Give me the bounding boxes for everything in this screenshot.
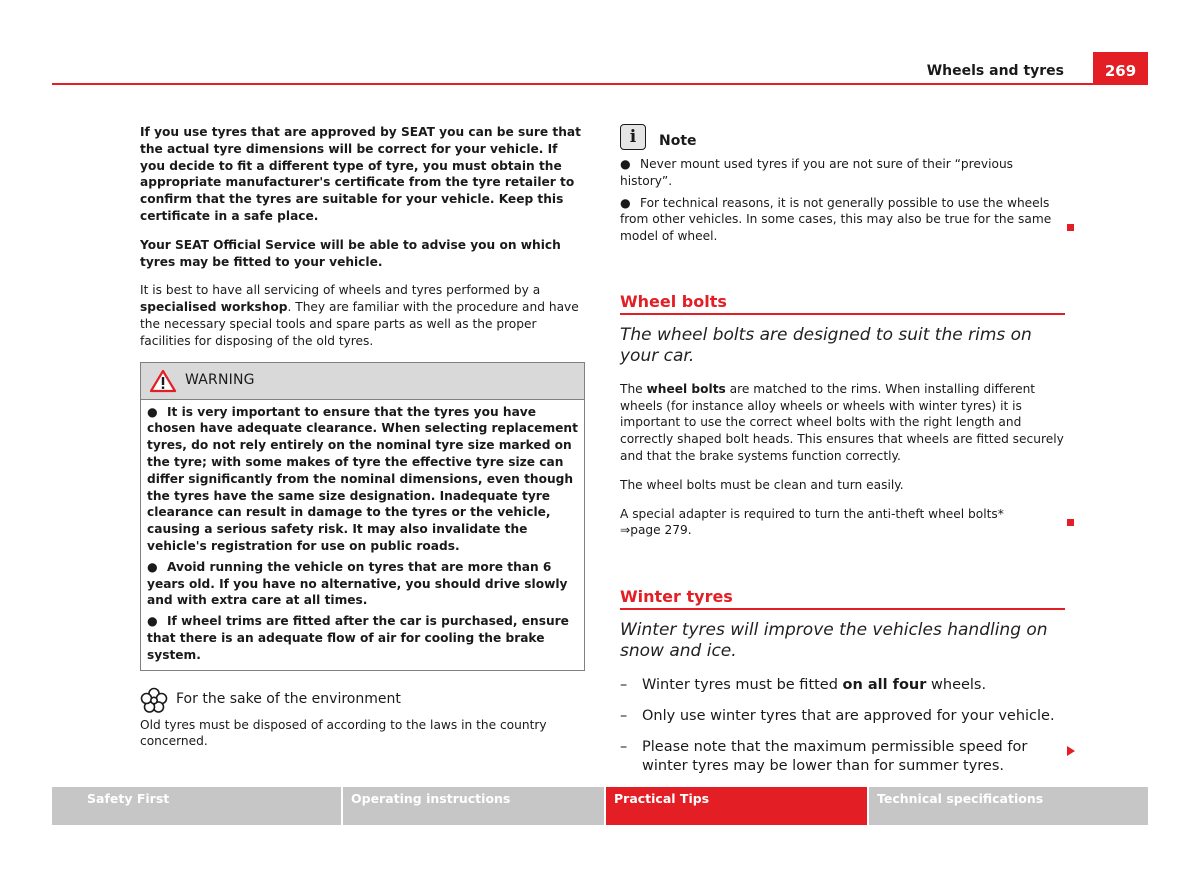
wheel-bolts-clean-paragraph: The wheel bolts must be clean and turn easily. [620, 477, 904, 492]
list-item: – Winter tyres must be fitted on all four wheels. [620, 676, 987, 693]
anti-theft-paragraph: A special adapter is required to turn the anti-theft wheel bolts* ⇒page 279. [620, 506, 1065, 540]
wheel-bolts-subtitle: The wheel bolts are designed to suit the rims on your car. [620, 324, 1032, 366]
left-column [140, 124, 585, 762]
warning-body [141, 400, 584, 670]
specialised-workshop-paragraph: It is best to have all servicing of wheels and tyres performed by a specialised workshop. They are familiar with the procedure and have the necessary special tools and spare parts as well as the proper facilities for disposing of the old tyres. [140, 283, 579, 348]
info-icon: i [620, 124, 646, 150]
note-item: ● For technical reasons, it is not generally possible to use the wheels from other vehicles. In some cases, this may also be true for the same model of wheel. [620, 195, 1065, 245]
list-item: – Please note that the maximum permissible speed for winter tyres may be lower than for summer tyres. [620, 738, 1065, 776]
wheel-bolts-paragraph: The wheel bolts are matched to the rims. When installing different wheels (for instance alloy wheels or wheels with winter tyres) it is important to use the correct wheel bolts with the right length and correctly shaped bolt heads. This ensures that wheels are fitted securely and that the brake systems function correctly. [620, 381, 1064, 463]
warning-header [141, 363, 584, 400]
footer-tab-practical-tips[interactable]: Practical Tips [606, 787, 867, 825]
warning-item: ● It is very important to ensure that the tyres you have chosen have adequate clearance. When selecting replacement tyres, do not rely entirely on the nominal tyre size marked on the tyre; with some makes of tyre the effective tyre size can differ significantly from the nominal dimensions, even though the tyres have the same size designation. Inadequate tyre clearance can result in damage to the tyres or the vehicle, causing a serious safety risk. It may also invalidate the vehicle's registration for use on public roads. [147, 404, 578, 553]
note-title: Note [659, 133, 697, 150]
wheel-bolts-heading: Wheel bolts [620, 294, 1065, 315]
continue-arrow-icon [1067, 746, 1075, 756]
note-item: ● Never mount used tyres if you are not sure of their “previous history”. [620, 157, 1014, 188]
footer-tab-technical-specifications[interactable]: Technical specifications [869, 787, 1148, 825]
footer-tab-operating-instructions[interactable]: Operating instructions [343, 787, 604, 825]
right-column [620, 124, 1065, 788]
list-item: – Only use winter tyres that are approved for your vehicle. [620, 707, 1055, 724]
flower-icon [140, 687, 168, 713]
warning-item: ● If wheel trims are fitted after the car is purchased, ensure that there is an adequate flow of air for cooling the brake system. [147, 614, 569, 662]
note-header [620, 124, 1065, 150]
warning-triangle-icon [149, 369, 177, 393]
header-rule [52, 83, 1148, 85]
page-number: 269 [1093, 52, 1148, 84]
official-service-paragraph: Your SEAT Official Service will be able to advise you on which tyres may be fitted to your vehicle. [140, 237, 561, 269]
warning-title: WARNING [185, 372, 255, 389]
footer-tab-safety-first[interactable]: Safety First [52, 787, 341, 825]
section-title: Wheels and tyres [926, 63, 1064, 79]
warning-item: ● Avoid running the vehicle on tyres that are more than 6 years old. If you have no alternative, you should drive slowly and with extra care at all times. [147, 559, 568, 608]
winter-tyres-heading: Winter tyres [620, 589, 1065, 610]
tyre-approval-paragraph: If you use tyres that are approved by SEAT you can be sure that the actual tyre dimensions will be correct for your vehicle. If you decide to fit a different type of tyre, you must obtain the appropriate manufacturer's certificate from the tyre retailer to confirm that the tyres are suitable for your vehicle. Keep this certificate in a safe place. [140, 125, 581, 223]
warning-box [140, 362, 585, 671]
page-reference-link[interactable]: ⇒page 279. [620, 523, 692, 538]
end-of-section-marker [1067, 519, 1074, 526]
environment-title: For the sake of the environment [176, 691, 401, 708]
environment-header [140, 687, 585, 713]
end-of-section-marker [1067, 224, 1074, 231]
environment-text: Old tyres must be disposed of according to the laws in the country concerned. [140, 717, 547, 749]
winter-tyres-subtitle: Winter tyres will improve the vehicles handling on snow and ice. [620, 619, 1048, 661]
